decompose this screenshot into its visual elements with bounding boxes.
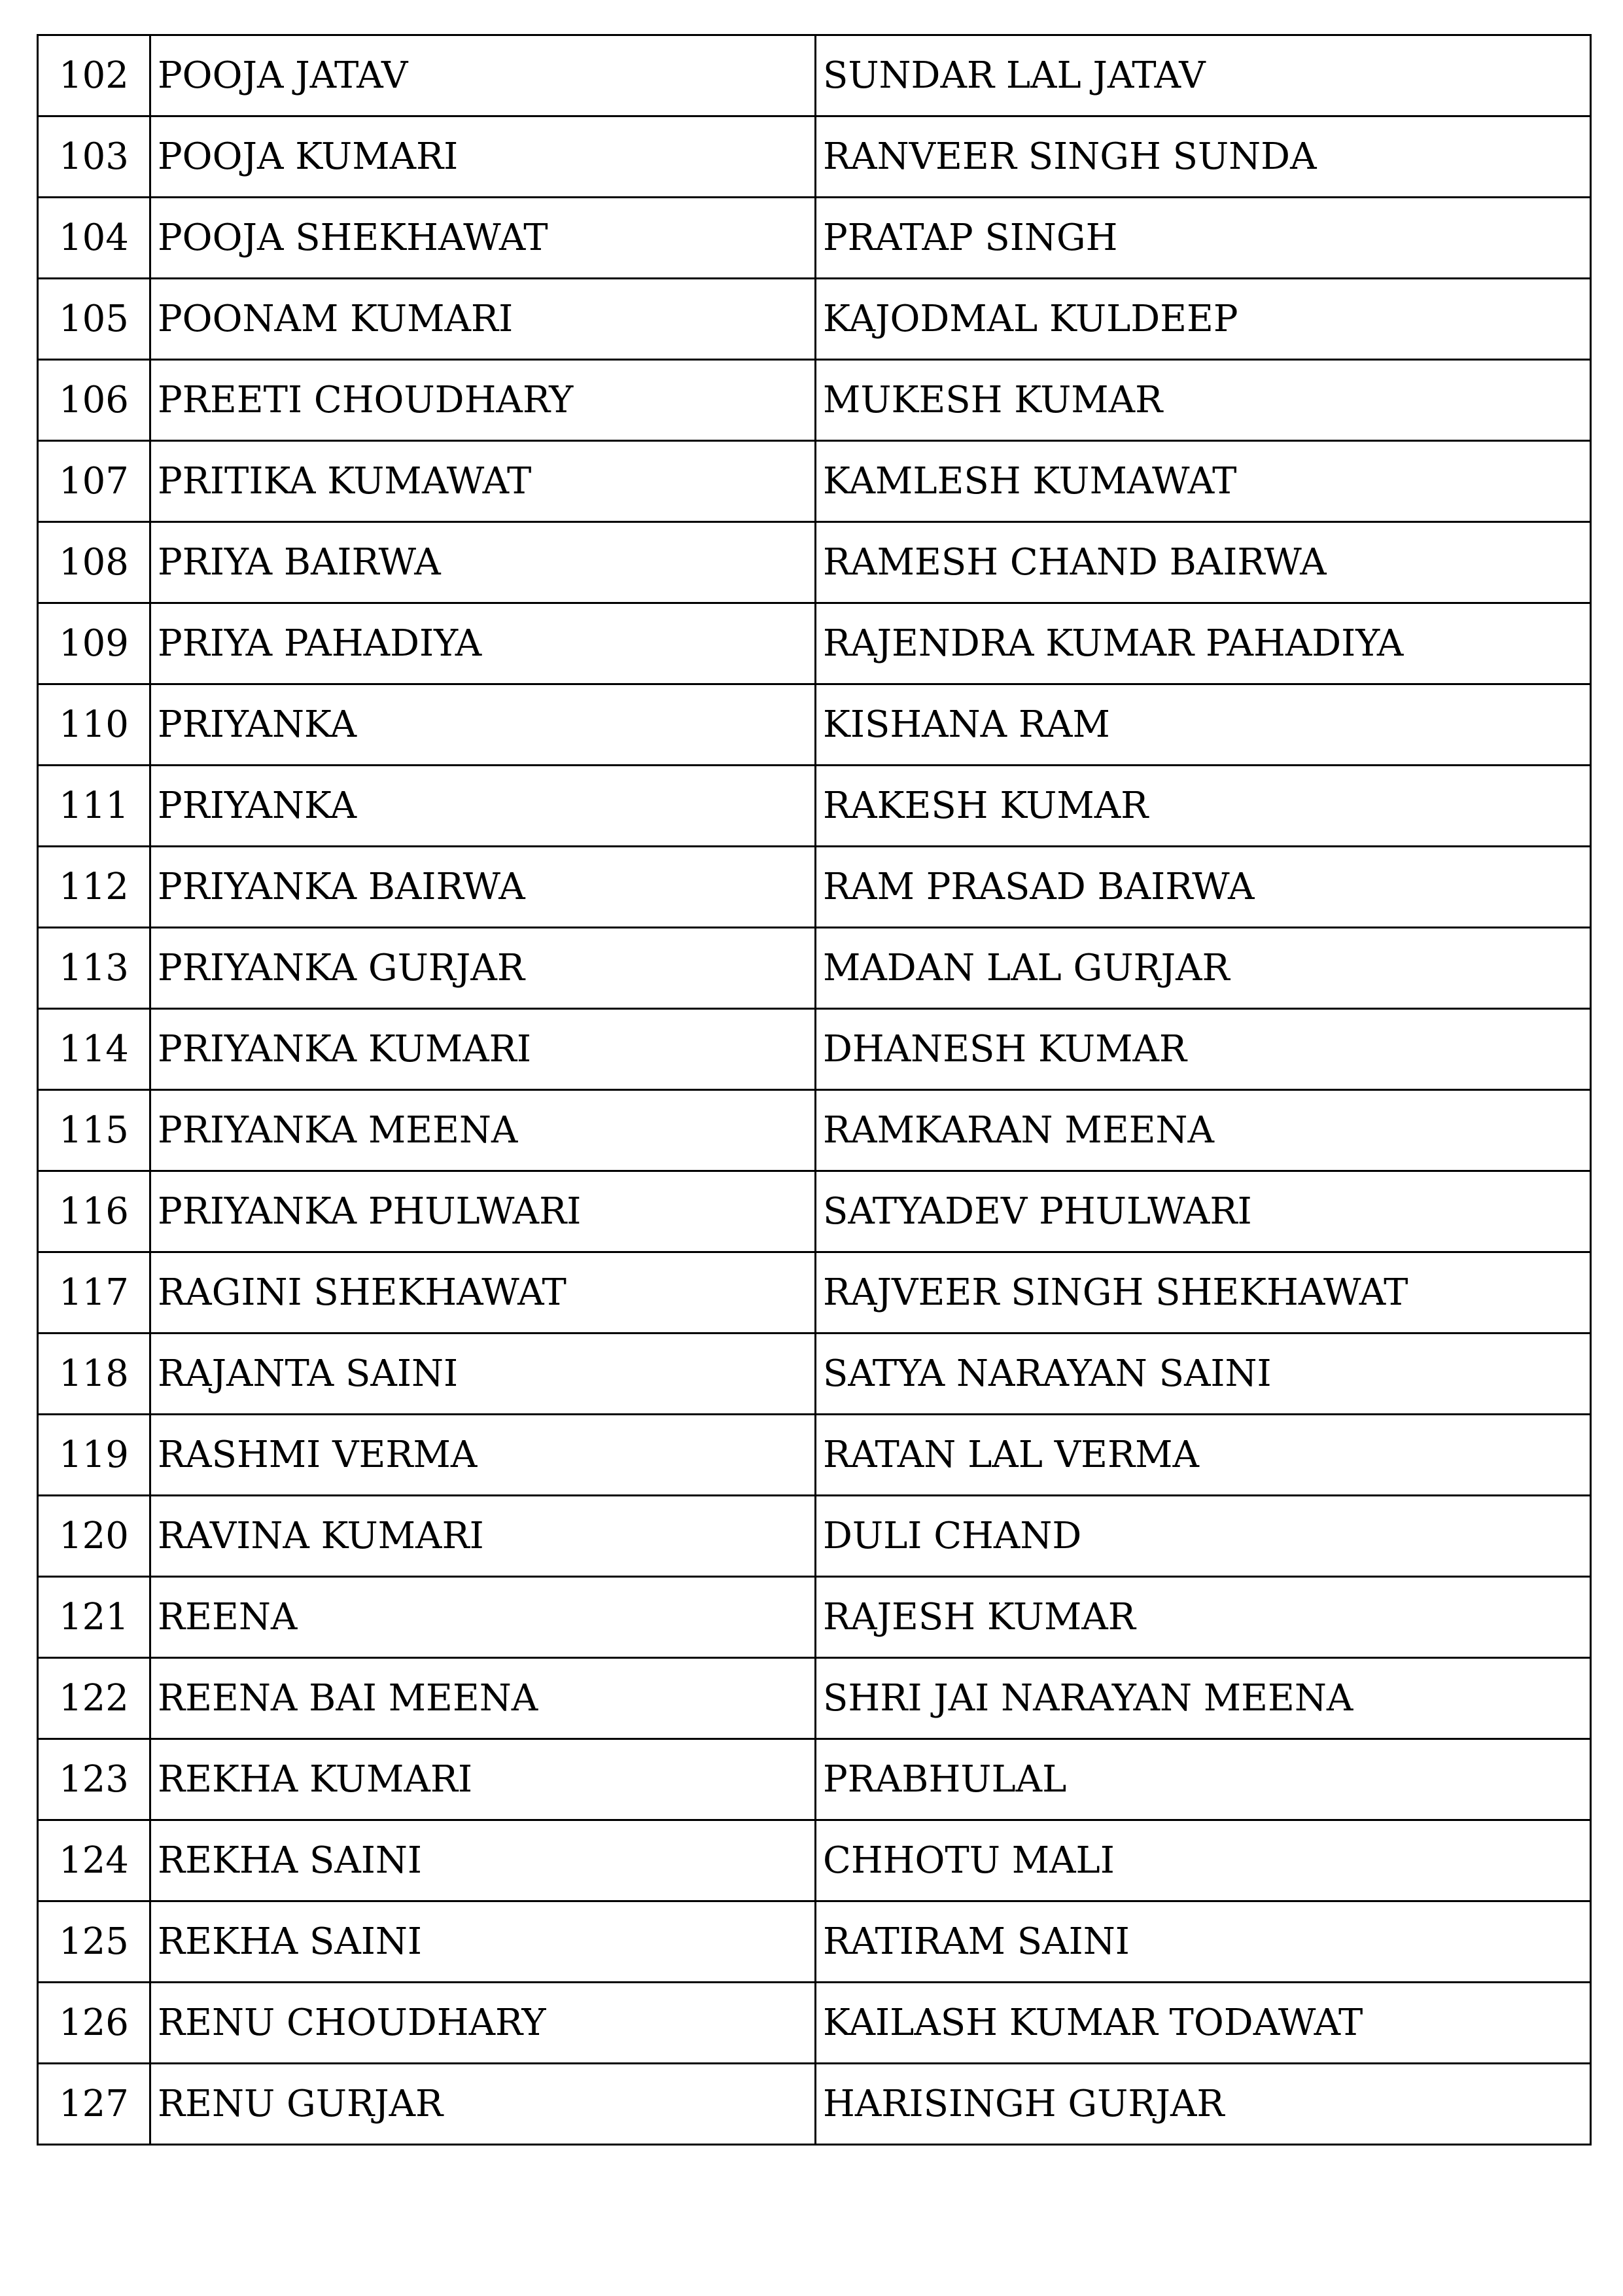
student-name-cell: RAGINI SHEKHAWAT — [150, 1252, 816, 1333]
serial-number-cell: 124 — [38, 1820, 150, 1901]
student-name-cell: PRIYANKA KUMARI — [150, 1009, 816, 1090]
father-name-cell: SHRI JAI NARAYAN MEENA — [816, 1658, 1591, 1739]
serial-number-cell: 102 — [38, 35, 150, 116]
serial-number-cell: 113 — [38, 928, 150, 1009]
table-row — [38, 847, 1591, 928]
serial-number-cell: 108 — [38, 522, 150, 603]
student-name-cell: RENU CHOUDHARY — [150, 1983, 816, 2064]
serial-number-cell: 114 — [38, 1009, 150, 1090]
father-name-cell: KAJODMAL KULDEEP — [816, 279, 1591, 360]
table-row — [38, 1658, 1591, 1739]
father-name-cell: RAJESH KUMAR — [816, 1577, 1591, 1658]
serial-number-cell: 118 — [38, 1333, 150, 1415]
student-name-cell: RENU GURJAR — [150, 2064, 816, 2145]
father-name-cell: RAMESH CHAND BAIRWA — [816, 522, 1591, 603]
father-name-cell: DULI CHAND — [816, 1496, 1591, 1577]
father-name-cell: KAMLESH KUMAWAT — [816, 441, 1591, 522]
serial-number-cell: 112 — [38, 847, 150, 928]
father-name-cell: CHHOTU MALI — [816, 1820, 1591, 1901]
serial-number-cell: 127 — [38, 2064, 150, 2145]
father-name-cell: KAILASH KUMAR TODAWAT — [816, 1983, 1591, 2064]
serial-number-cell: 110 — [38, 684, 150, 766]
father-name-cell: SUNDAR LAL JATAV — [816, 35, 1591, 116]
student-name-cell: RAVINA KUMARI — [150, 1496, 816, 1577]
student-name-cell: PRIYANKA BAIRWA — [150, 847, 816, 928]
student-name-cell: PRIYANKA GURJAR — [150, 928, 816, 1009]
serial-number-cell: 109 — [38, 603, 150, 684]
serial-number-cell: 119 — [38, 1415, 150, 1496]
serial-number-cell: 121 — [38, 1577, 150, 1658]
serial-number-cell: 105 — [38, 279, 150, 360]
student-name-cell: REKHA SAINI — [150, 1901, 816, 1983]
student-name-cell: REKHA SAINI — [150, 1820, 816, 1901]
student-name-cell: POOJA KUMARI — [150, 116, 816, 198]
table-row — [38, 603, 1591, 684]
father-name-cell: MUKESH KUMAR — [816, 360, 1591, 441]
table-row — [38, 684, 1591, 766]
serial-number-cell: 103 — [38, 116, 150, 198]
father-name-cell: PRABHULAL — [816, 1739, 1591, 1820]
table-row — [38, 360, 1591, 441]
student-name-cell: PRIYANKA — [150, 766, 816, 847]
student-name-cell: REENA BAI MEENA — [150, 1658, 816, 1739]
table-row — [38, 1415, 1591, 1496]
table-row — [38, 2064, 1591, 2145]
serial-number-cell: 123 — [38, 1739, 150, 1820]
table-row — [38, 1577, 1591, 1658]
table-row — [38, 1252, 1591, 1333]
father-name-cell: SATYADEV PHULWARI — [816, 1171, 1591, 1252]
student-name-cell: PRITIKA KUMAWAT — [150, 441, 816, 522]
serial-number-cell: 107 — [38, 441, 150, 522]
student-name-cell: PRIYA PAHADIYA — [150, 603, 816, 684]
table-row — [38, 766, 1591, 847]
serial-number-cell: 106 — [38, 360, 150, 441]
father-name-cell: KISHANA RAM — [816, 684, 1591, 766]
table-row — [38, 1739, 1591, 1820]
father-name-cell: DHANESH KUMAR — [816, 1009, 1591, 1090]
father-name-cell: RATIRAM SAINI — [816, 1901, 1591, 1983]
table-row — [38, 35, 1591, 116]
student-name-cell: PRIYANKA — [150, 684, 816, 766]
father-name-cell: RAJVEER SINGH SHEKHAWAT — [816, 1252, 1591, 1333]
father-name-cell: RAJENDRA KUMAR PAHADIYA — [816, 603, 1591, 684]
student-list-body — [38, 35, 1591, 2145]
table-row — [38, 441, 1591, 522]
serial-number-cell: 111 — [38, 766, 150, 847]
student-name-cell: RAJANTA SAINI — [150, 1333, 816, 1415]
table-row — [38, 198, 1591, 279]
table-row — [38, 1820, 1591, 1901]
student-name-cell: PRIYANKA PHULWARI — [150, 1171, 816, 1252]
table-row — [38, 522, 1591, 603]
table-row — [38, 1983, 1591, 2064]
table-row — [38, 1090, 1591, 1171]
table-row — [38, 1171, 1591, 1252]
serial-number-cell: 116 — [38, 1171, 150, 1252]
table-row — [38, 1496, 1591, 1577]
table-row — [38, 928, 1591, 1009]
father-name-cell: RAM PRASAD BAIRWA — [816, 847, 1591, 928]
student-name-cell: POOJA JATAV — [150, 35, 816, 116]
serial-number-cell: 104 — [38, 198, 150, 279]
student-name-cell: PREETI CHOUDHARY — [150, 360, 816, 441]
serial-number-cell: 122 — [38, 1658, 150, 1739]
father-name-cell: RATAN LAL VERMA — [816, 1415, 1591, 1496]
father-name-cell: PRATAP SINGH — [816, 198, 1591, 279]
father-name-cell: MADAN LAL GURJAR — [816, 928, 1591, 1009]
table-row — [38, 116, 1591, 198]
student-name-cell: POOJA SHEKHAWAT — [150, 198, 816, 279]
father-name-cell: SATYA NARAYAN SAINI — [816, 1333, 1591, 1415]
table-row — [38, 1333, 1591, 1415]
student-name-cell: POONAM KUMARI — [150, 279, 816, 360]
father-name-cell: RAMKARAN MEENA — [816, 1090, 1591, 1171]
serial-number-cell: 126 — [38, 1983, 150, 2064]
serial-number-cell: 125 — [38, 1901, 150, 1983]
table-row — [38, 1901, 1591, 1983]
table-row — [38, 279, 1591, 360]
student-name-cell: PRIYA BAIRWA — [150, 522, 816, 603]
student-name-cell: RASHMI VERMA — [150, 1415, 816, 1496]
serial-number-cell: 115 — [38, 1090, 150, 1171]
father-name-cell: RANVEER SINGH SUNDA — [816, 116, 1591, 198]
table-row — [38, 1009, 1591, 1090]
student-name-cell: PRIYANKA MEENA — [150, 1090, 816, 1171]
student-list-table — [37, 34, 1592, 2146]
father-name-cell: HARISINGH GURJAR — [816, 2064, 1591, 2145]
serial-number-cell: 120 — [38, 1496, 150, 1577]
student-name-cell: REKHA KUMARI — [150, 1739, 816, 1820]
student-name-cell: REENA — [150, 1577, 816, 1658]
serial-number-cell: 117 — [38, 1252, 150, 1333]
father-name-cell: RAKESH KUMAR — [816, 766, 1591, 847]
